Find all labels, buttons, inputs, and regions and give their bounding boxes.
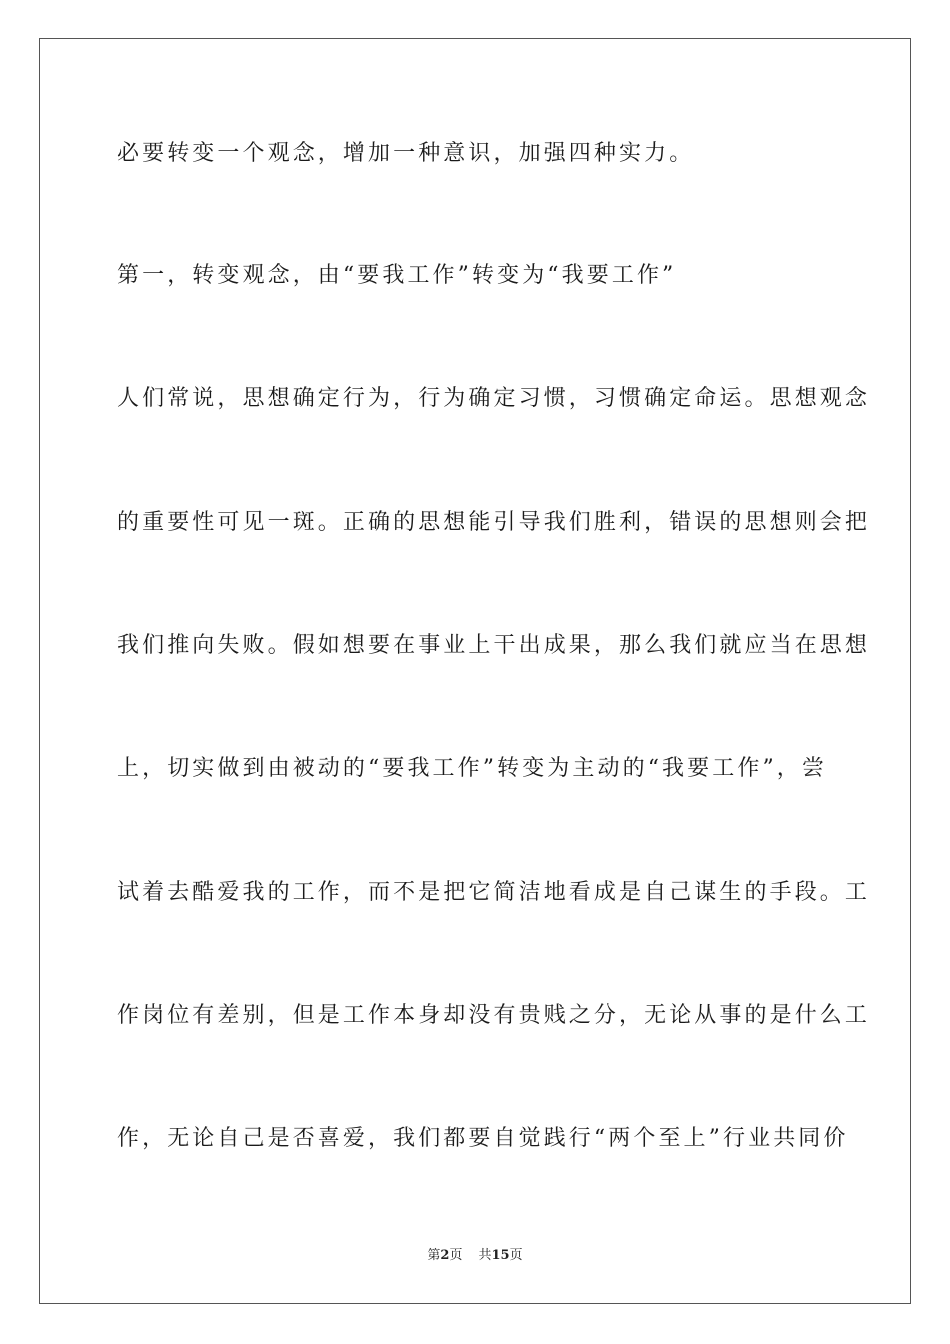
body-text-line: 作岗位有差别，但是工作本身却没有贵贱之分，无论从事的是什么工 — [117, 1003, 871, 1028]
page-footer — [0, 1247, 950, 1265]
total-prefix: 共 — [478, 1248, 492, 1263]
page-prefix: 第 — [427, 1248, 441, 1263]
body-text-line: 人们常说，思想确定行为，行为确定习惯，习惯确定命运。思想观念 — [117, 386, 871, 411]
section-heading: 第一，转变观念，由“要我工作”转变为“我要工作” — [117, 263, 677, 288]
page-border — [39, 38, 911, 1304]
total-suffix: 页 — [509, 1248, 523, 1263]
page-number: 2 — [440, 1248, 450, 1263]
body-text-line: 的重要性可见一斑。正确的思想能引导我们胜利，错误的思想则会把 — [117, 510, 871, 535]
body-text-line: 上，切实做到由被动的“要我工作”转变为主动的“我要工作”，尝 — [117, 756, 827, 781]
body-text-line: 作，无论自己是否喜爱，我们都要自觉践行“两个至上”行业共同价 — [117, 1126, 849, 1151]
page-suffix: 页 — [449, 1248, 463, 1263]
body-text-line: 我们推向失败。假如想要在事业上干出成果，那么我们就应当在思想 — [117, 633, 871, 658]
body-text-line: 必要转变一个观念，增加一种意识，加强四种实力。 — [117, 141, 695, 166]
total-pages: 15 — [491, 1248, 510, 1263]
body-text-line: 试着去酷爱我的工作，而不是把它简洁地看成是自己谋生的手段。工 — [117, 880, 871, 905]
